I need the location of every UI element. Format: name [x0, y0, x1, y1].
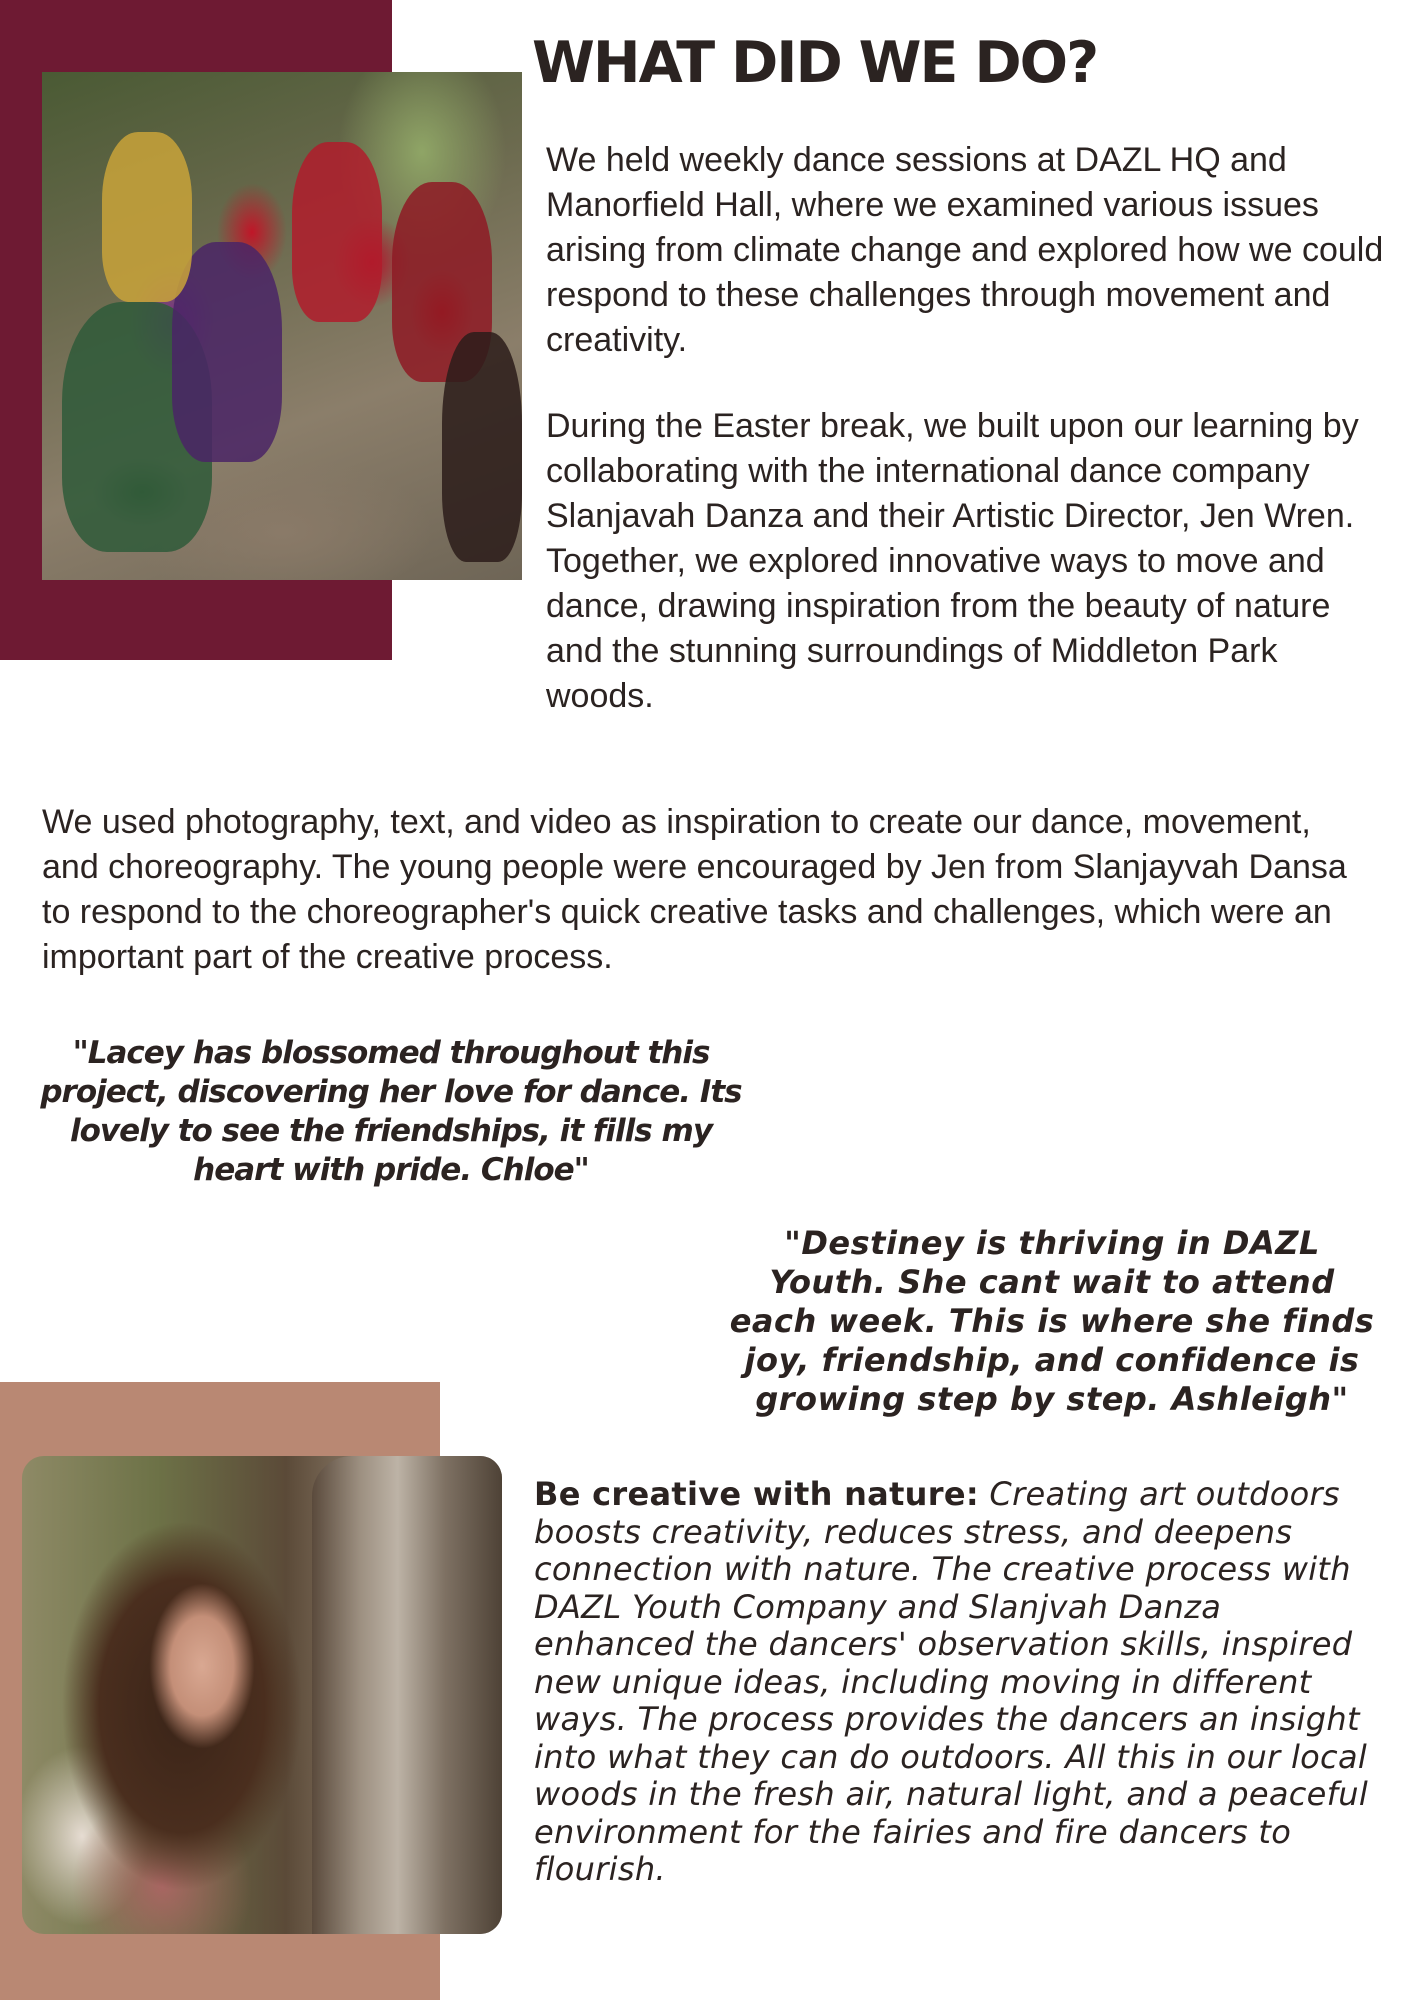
- nature-section-paragraph: [534, 1476, 1384, 1889]
- dancers-in-woods-photo: [42, 72, 522, 580]
- intro-paragraph: We held weekly dance sessions at DAZL HQ and Manorfield Hall, where we examined various issues arising from climate change and explored how we could respond to these challenges through movement and creativity.: [546, 141, 1384, 359]
- testimonial-quote-chloe: "Lacey has blossomed throughout this project, discovering her love for dance. Its lovely to see the friendships, it fills my heart with pride. Chloe": [40, 1035, 742, 1188]
- easter-break-paragraph: During the Easter break, we built upon our learning by collaborating with the international dance company Slanjavah Danza and their Artistic Director, Jen Wren. Together, we explored innovative ways to move and dance, drawing inspiration from the beauty of nature and the stunning surroundings of Middleton Park woods.: [546, 407, 1359, 715]
- testimonial-quote-ashleigh: "Destiney is thriving in DAZL Youth. She cant wait to attend each week. This is where she finds joy, friendship, and confidence is growing step by step. Ashleigh": [729, 1224, 1375, 1418]
- nature-section-lead: Be creative with nature:: [534, 1475, 979, 1513]
- girl-by-tree-photo: [22, 1456, 502, 1934]
- creative-process-paragraph: We used photography, text, and video as inspiration to create our dance, movement, and choreography. The young people were encouraged by Jen from Slanjayvah Dansa to respond to the choreographer's quick creative tasks and challenges, which were an important part of the creative process.: [42, 803, 1347, 976]
- tree-trunk: [312, 1456, 502, 1934]
- nature-section-body: Creating art outdoors boosts creativity, reduces stress, and deepens connection with nature. The creative process with DAZL Youth Company and Slanjvah Danza enhanced the dancers' observation skills, inspired new unique ideas, including moving in different ways. The process provides the dancers an insight into what they can do outdoors. All this in our local woods in the fresh air, natural light, and a peaceful environment for the fairies and fire dancers to flourish.: [534, 1475, 1369, 1888]
- page-heading: WHAT DID WE DO?: [532, 30, 1098, 96]
